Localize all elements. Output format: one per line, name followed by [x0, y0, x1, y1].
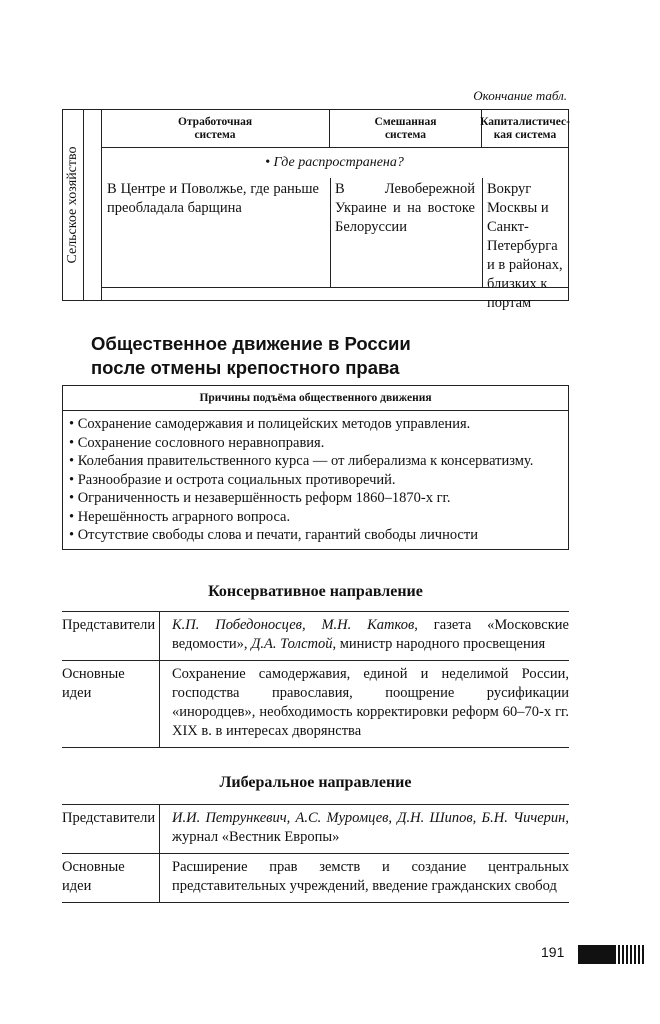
continuation-label: Окончание табл. — [473, 88, 567, 103]
representatives-label: Представители — [62, 805, 160, 853]
table-row — [62, 612, 569, 660]
side-label: Сельское хозяйство — [65, 146, 80, 264]
table-bottom-line — [101, 287, 568, 288]
liberal-table — [62, 804, 569, 903]
cell-capitalist-region: Вокруг Москвы и Санкт-Петербурга и в районах, близких к портам — [487, 181, 563, 311]
ideas-label: Основные идеи — [62, 661, 160, 747]
page-edge-marker — [578, 945, 646, 964]
spacer-column — [84, 110, 102, 300]
column-divider — [482, 178, 483, 288]
reasons-list — [63, 411, 568, 549]
section-title: Общественное движение в России после отмены крепостного права — [91, 333, 411, 378]
representatives-value: И.И. Петрункевич, А.С. Муромцев, Д.Н. Шипов, Б.Н. Чичерин, журнал «Вестник Европы» — [172, 810, 569, 845]
marker-solid — [578, 945, 614, 964]
header-capitalist-system: Капиталистичес- кая система — [482, 110, 568, 148]
side-label-cell — [63, 110, 84, 300]
header-labor-rent-system: Отработочная система — [101, 110, 330, 148]
representatives-label: Представители — [62, 612, 160, 660]
liberal-title: Либеральное направление — [219, 774, 412, 791]
list-item: • Сохранение сословного неравноправия. — [69, 434, 325, 451]
table-row — [62, 853, 569, 902]
list-item: • Отсутствие свободы слова и печати, гарантий свободы личности — [69, 527, 478, 543]
list-item: • Колебания правительственного курса — от либерализма к консерватизму. — [69, 453, 534, 469]
reasons-box — [62, 385, 569, 550]
list-item: • Сохранение самодержавия и полицейских методов управления. — [69, 416, 471, 432]
column-divider — [330, 178, 331, 288]
where-question: • Где распространена? — [265, 155, 404, 170]
header-mixed-system: Смешанная система — [330, 110, 482, 148]
cell-mixed-region: В Левобережной Украине и на востоке Белоруссии — [335, 181, 475, 235]
table-row — [62, 660, 569, 747]
list-item: • Нерешённость аграрного вопроса. — [69, 508, 291, 525]
conservative-table — [62, 611, 569, 748]
page-number: 191 — [541, 944, 565, 960]
ideas-value: Сохранение самодержавия, единой и неделимой России, господства православия, поощрение русификации «инородцев», необходимость корректировки реформ 60–70-х гг. XIX в. в интересах дворянства — [172, 666, 569, 739]
marker-stripes — [614, 945, 646, 964]
reasons-header: Причины подъёма общественного движения — [63, 386, 568, 411]
conservative-title: Консервативное направление — [208, 583, 423, 600]
representatives-value: К.П. Победоносцев, М.Н. Катков, газета «Московские ведомости», Д.А. Толстой, министр народного просвещения — [172, 617, 569, 652]
ideas-label: Основные идеи — [62, 854, 160, 902]
ideas-value: Расширение прав земств и создание центральных представительных учреждений, введение гражданских свобод — [172, 859, 569, 894]
agriculture-systems-table — [62, 109, 570, 311]
list-item: • Разнообразие и острота социальных противоречий. — [69, 471, 396, 488]
table-row — [62, 805, 569, 853]
list-item: • Ограниченность и незавершённость реформ 1860–1870-х гг. — [69, 490, 451, 506]
cell-labor-rent-region: В Центре и Поволжье, где раньше преобладала барщина — [107, 181, 319, 216]
